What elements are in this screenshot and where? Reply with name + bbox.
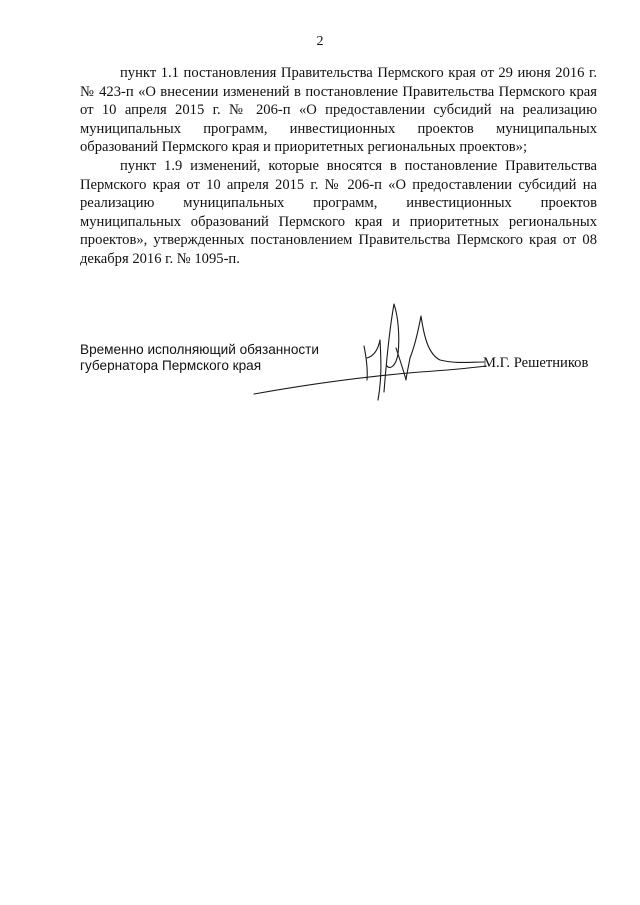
document-body: [80, 64, 597, 269]
signer-position-line2: губернатора Пермского края: [80, 358, 262, 373]
paragraph-item-1-9: пункт 1.9 изменений, которые вносятся в постановление Правительства Пермского края от 10 апреля 2015 г. № 206-п «О предоставлении субсидий на реализацию муниципальных программ, инвестиционных проектов муниципальных образований Пермского края и приоритетных региональных проектов», утвержденных постановлением Правительства Пермского края от 08 декабря 2016 г. № 1095-п.: [80, 157, 597, 267]
signer-position: [80, 342, 350, 374]
signer-position-line1: Временно исполняющий обязанности: [80, 342, 319, 357]
signer-name: М.Г. Решетников: [483, 355, 589, 371]
signature-block: [80, 342, 600, 412]
page-number: 2: [316, 34, 324, 49]
paragraph-item-1-1: пункт 1.1 постановления Правительства Пермского края от 29 июня 2016 г. № 423-п «О внесении изменений в постановление Правительства Пермского края от 10 апреля 2015 г. № 206-п «О предоставлении субсидий на реализацию муниципальных программ, инвестиционных проектов муниципальных образований Пермского края и приоритетных региональных проектов»;: [80, 65, 597, 156]
